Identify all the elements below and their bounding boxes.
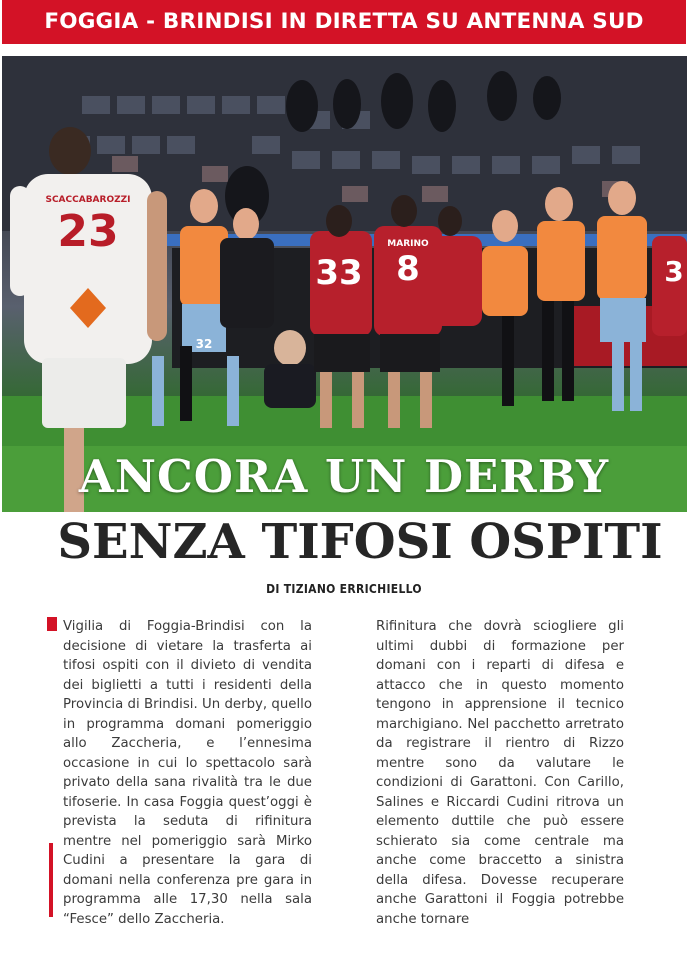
jersey-name-scaccabarozzi: SCACCABAROZZI — [45, 195, 131, 205]
top-banner: FOGGIA - BRINDISI IN DIRETTA SU ANTENNA SUD — [2, 0, 686, 44]
shorts-number-32: 32 — [195, 337, 213, 351]
byline: DI TIZIANO ERRICHIELLO — [266, 582, 422, 596]
jersey-number-8: 8 — [396, 249, 420, 289]
jersey-number-3: 3 — [664, 255, 684, 288]
side-accent-bar — [49, 843, 53, 917]
celebration-photo-illustration — [2, 56, 687, 512]
article-column-right: Rifinitura che dovrà sciogliere gli ultimi dubbi di formazione per domani con i reparti di difesa e attacco che in questo momento tengono in apprensione il tecnico marchigiano. Nel pacchetto arretrato da registrare il rientro di Rizzo mentre sono da valutare le condizioni di Garattoni. Con Carillo, Salines e Riccardi Cudini ritrova un elemento duttile che può essere schierato sia come centrale ma anche come braccetto a sinistra della difesa. Dovesse recuperare anche Garattoni il Foggia potrebbe anche tornare — [376, 619, 624, 927]
headline-line-1: ANCORA UN DERBY — [78, 450, 610, 503]
jersey-number-33: 33 — [315, 253, 363, 293]
paragraph-marker — [47, 617, 57, 631]
jersey-name-marino: MARINO — [387, 239, 429, 249]
article-column-left: Vigilia di Foggia-Brindisi con la decisione di vietare la trasferta ai tifosi ospiti con il divieto di vendita dei biglietti a tutti i residenti della Provincia di Brindisi. Un derby, quello in programma domani pomeriggio allo Zaccheria, e l’ennesima occasione in cui lo spettacolo sarà privato della sana rivalità tra le due tifoserie. In casa Foggia quest’oggi è prevista la seduta di rifinitura mentre nel pomeriggio sarà Mirko Cudini a presentare la gara di domani nella conferenza pre gara in programma alle 17,30 nella sala “Fesce” dello Zaccheria. — [63, 619, 312, 927]
match-photo — [2, 56, 687, 512]
headline-line-2: SENZA TIFOSI OSPITI — [57, 514, 663, 570]
jersey-number-23: 23 — [57, 206, 119, 257]
